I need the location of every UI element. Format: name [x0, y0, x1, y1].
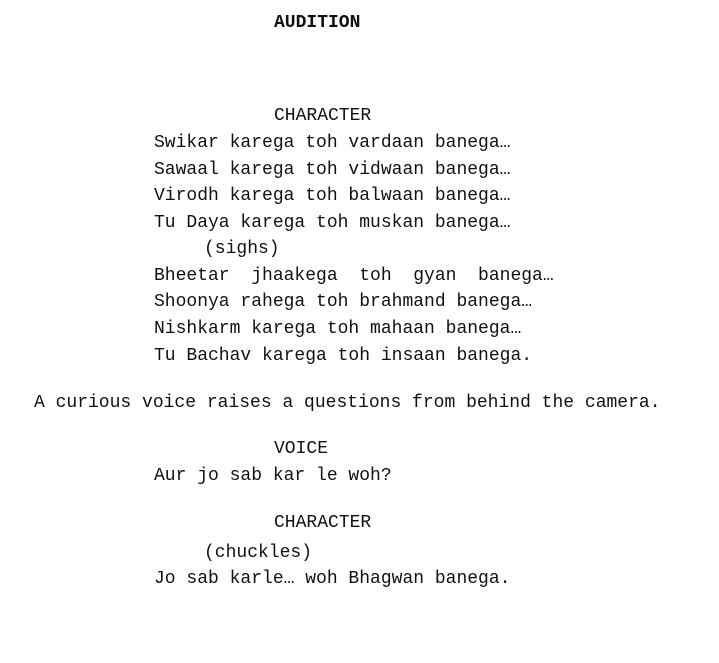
character-cue: VOICE [274, 439, 329, 459]
dialogue-line: Bheetar jhaakega toh gyan banega… [154, 266, 554, 286]
parenthetical: (sighs) [204, 239, 280, 259]
dialogue-line: Virodh karega toh balwaan banega… [154, 186, 511, 206]
scene-title: AUDITION [274, 13, 361, 33]
dialogue-line: Tu Bachav karega toh insaan banega. [154, 346, 533, 366]
dialogue-line: Sawaal karega toh vidwaan banega… [154, 160, 511, 180]
action-line: A curious voice raises a questions from behind the camera. [34, 393, 661, 413]
dialogue-line: Aur jo sab kar le woh? [154, 466, 392, 486]
character-cue: CHARACTER [274, 106, 372, 126]
dialogue-line: Nishkarm karega toh mahaan banega… [154, 319, 522, 339]
dialogue-line: Jo sab karle… woh Bhagwan banega. [154, 569, 511, 589]
dialogue-line: Swikar karega toh vardaan banega… [154, 133, 511, 153]
dialogue-line: Tu Daya karega toh muskan banega… [154, 213, 511, 233]
parenthetical: (chuckles) [204, 543, 313, 563]
dialogue-line: Shoonya rahega toh brahmand banega… [154, 292, 533, 312]
character-cue: CHARACTER [274, 513, 372, 533]
